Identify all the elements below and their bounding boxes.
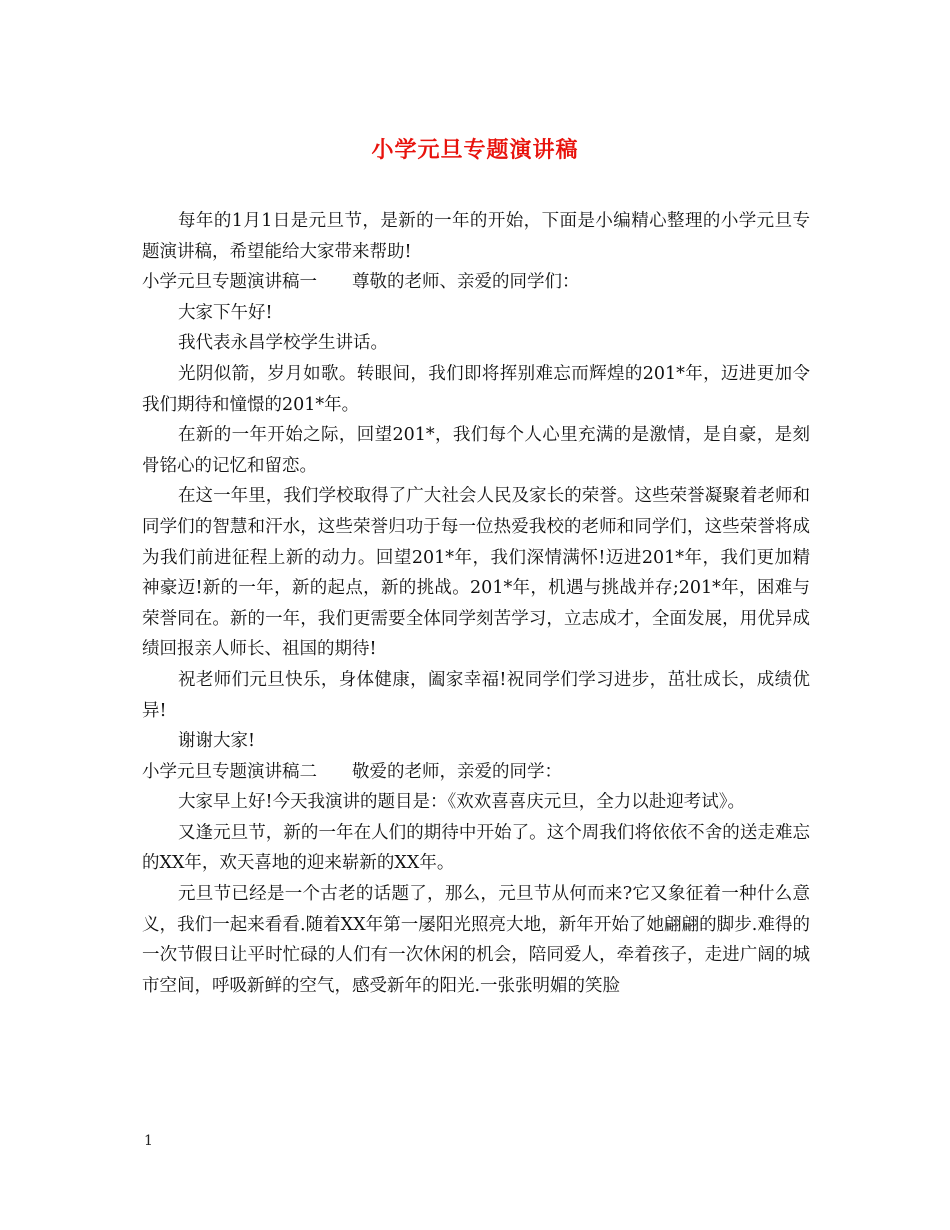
paragraph-honors: 在这一年里，我们学校取得了广大社会人民及家长的荣誉。这些荣誉凝聚着老师和同学们的智慧和汗水，这些荣誉归功于每一位热爱我校的老师和同学们，这些荣誉将成为我们前进征程上新的动力。回望201*年，我们深情满怀!迈进201*年，我们更加精神豪迈!新的一年，新的起点，新的挑战。201*年，机遇与挑战并存;201*年，困难与荣誉同在。新的一年，我们更需要全体同学刻苦学习，立志成才，全面发展，用优异成绩回报亲人师长、祖国的期待! (142, 486, 810, 660)
paragraph-new-year-begins: 又逢元旦节，新的一年在人们的期待中开始了。这个周我们将依依不舍的送走难忘的XX年，欢天喜地的迎来崭新的XX年。 (142, 822, 810, 874)
paragraph-greeting-afternoon: 大家下午好! (178, 302, 273, 323)
page-number: 1 (144, 1133, 153, 1149)
section-heading-speech-one: 小学元旦专题演讲稿一 尊敬的老师、亲爱的同学们： (142, 272, 580, 293)
paragraph-time-flies: 光阴似箭，岁月如歌。转眼间，我们即将挥别难忘而辉煌的201*年，迈进更加令我们期待和憧憬的201*年。 (142, 363, 810, 415)
paragraph-intro: 每年的1月1日是元旦节，是新的一年的开始，下面是小编精心整理的小学元旦专题演讲稿，希望能给大家带来帮助! (142, 211, 810, 262)
paragraph-speaker-intro: 我代表永昌学校学生讲话。 (178, 333, 388, 354)
document-body (142, 206, 810, 1001)
paragraph-new-year-origin: 元旦节已经是一个古老的话题了，那么，元旦节从何而来?它又象征着一种什么意义，我们一起来看看.随着XX年第一屡阳光照亮大地，新年开始了她翩翩的脚步.难得的一次节假日让平时忙碌的人们有一次休闲的机会，陪同爱人，牵着孩子，走进广阔的城市空间，呼吸新鲜的空气，感受新年的阳光.一张张明媚的笑脸 (142, 884, 810, 996)
paragraph-greeting-morning: 大家早上好!今天我演讲的题目是：《欢欢喜喜庆元旦，全力以赴迎考试》。 (178, 792, 746, 813)
paragraph-look-back: 在新的一年开始之际，回望201*，我们每个人心里充满的是激情，是自豪，是刻骨铭心的记忆和留恋。 (142, 425, 810, 476)
section-heading-speech-two: 小学元旦专题演讲稿二 敬爱的老师，亲爱的同学： (142, 761, 562, 782)
paragraph-wishes: 祝老师们元旦快乐，身体健康，阖家幸福!祝同学们学习进步，茁壮成长，成绩优异! (142, 669, 810, 721)
document-title: 小学元旦专题演讲稿 (371, 137, 579, 163)
paragraph-thanks: 谢谢大家! (178, 731, 256, 752)
